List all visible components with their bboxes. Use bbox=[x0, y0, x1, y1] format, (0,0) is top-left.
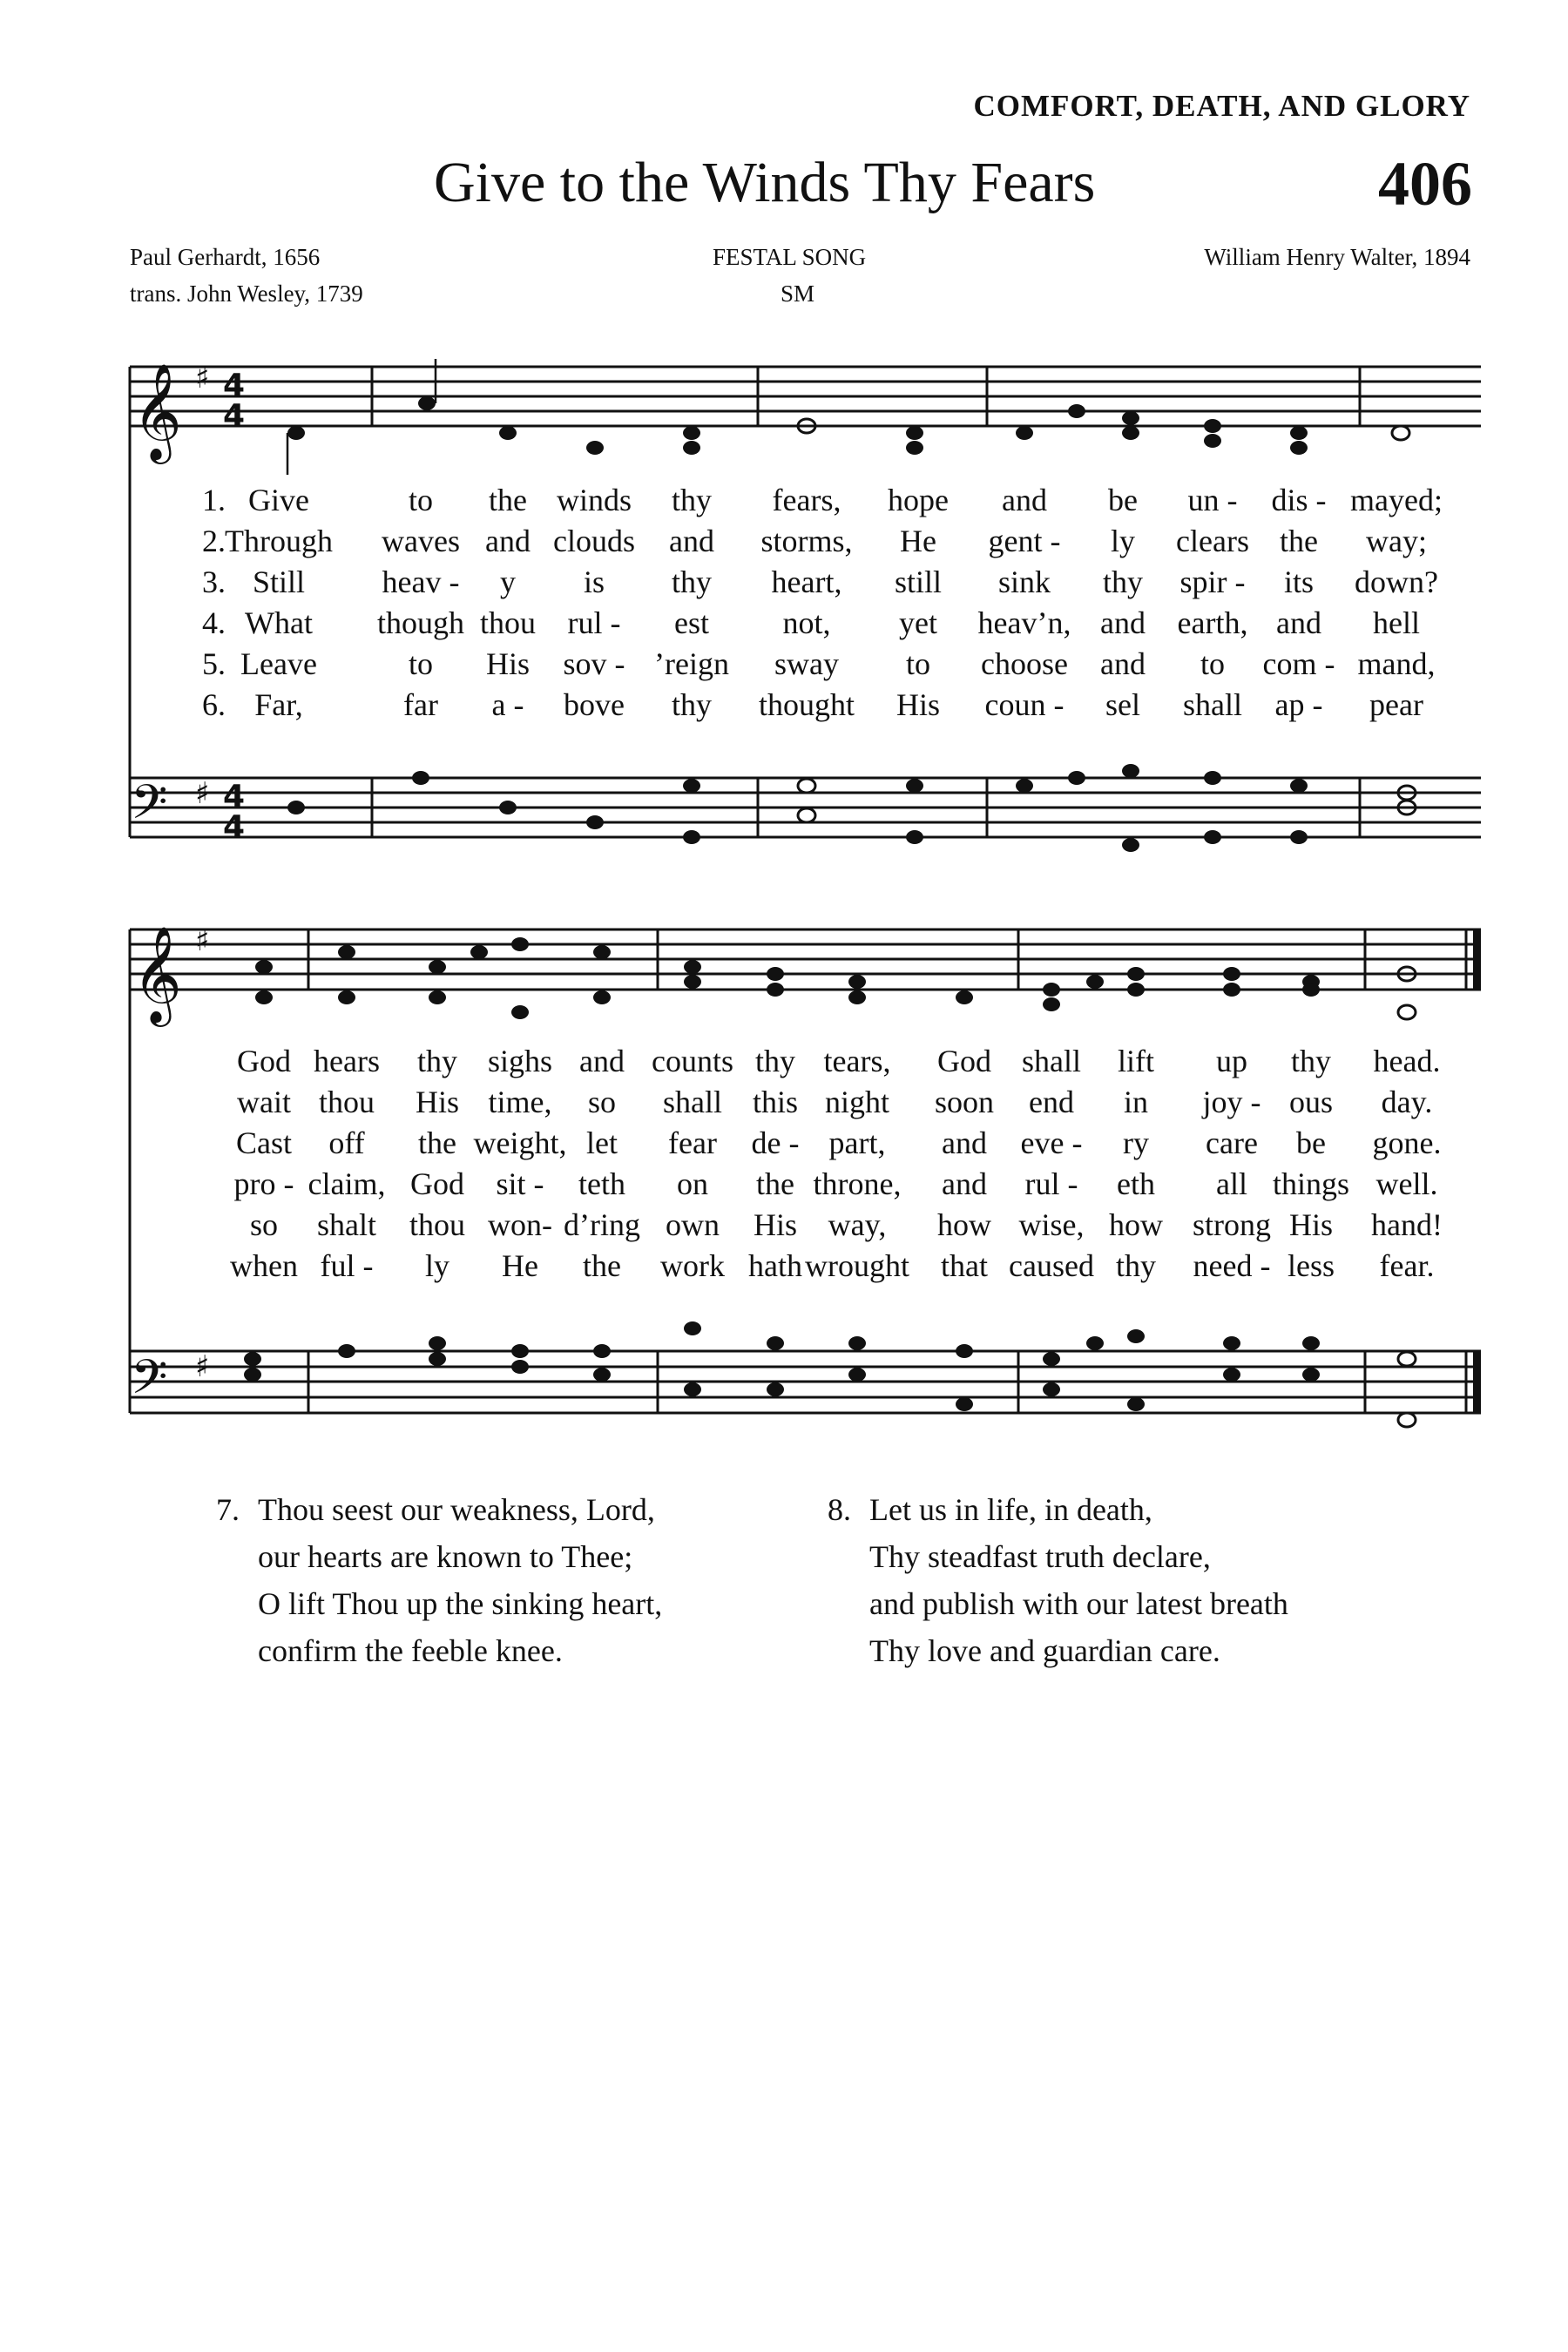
lyric-syllable: rul - bbox=[567, 605, 621, 640]
bass-staff-2 bbox=[130, 1351, 1481, 1413]
svg-text:♯: ♯ bbox=[195, 1349, 210, 1384]
lyric-syllable: less bbox=[1288, 1248, 1335, 1283]
lyric-syllable: wrought bbox=[805, 1248, 909, 1283]
time-sig-top: 4 bbox=[223, 368, 246, 403]
lyric-syllable: and bbox=[1100, 605, 1146, 640]
stanza-line: Thou seest our weakness, Lord, bbox=[258, 1492, 655, 1527]
lyric-syllable: though bbox=[376, 605, 465, 640]
lyric-syllable: teth bbox=[578, 1166, 625, 1201]
lyric-syllable: own bbox=[666, 1207, 720, 1242]
svg-text:𝄢: 𝄢 bbox=[131, 1349, 168, 1416]
lyric-syllable: hath bbox=[748, 1248, 802, 1283]
stanza-number: 8. bbox=[828, 1492, 851, 1527]
lyric-syllable: be bbox=[1296, 1125, 1326, 1160]
lyric-syllable: weight, bbox=[473, 1125, 567, 1160]
lyric-syllable: its bbox=[1283, 564, 1315, 599]
lyric-syllable: a - bbox=[491, 687, 524, 722]
lyric-syllable: sway bbox=[774, 646, 839, 681]
lyric-syllable: God bbox=[937, 1044, 991, 1078]
lyric-syllable: need - bbox=[1193, 1248, 1271, 1283]
stanza-line: O lift Thou up the sinking heart, bbox=[258, 1586, 663, 1621]
verse-number: 6. bbox=[202, 687, 226, 722]
lyric-syllable: hears bbox=[314, 1044, 380, 1078]
lyric-syllable: be bbox=[1108, 483, 1138, 517]
lyric-syllable: Cast bbox=[235, 1125, 293, 1160]
lyric-syllable: fears, bbox=[772, 483, 841, 517]
lyric-syllable: joy - bbox=[1202, 1085, 1261, 1119]
lyric-syllable: Through bbox=[225, 524, 333, 558]
lyric-syllable: won- bbox=[488, 1207, 552, 1242]
lyric-syllable: com - bbox=[1262, 646, 1335, 681]
lyric-syllable: His bbox=[1288, 1207, 1334, 1242]
lyric-syllable: choose bbox=[981, 646, 1068, 681]
lyric-syllable: d’ring bbox=[564, 1207, 640, 1242]
treble-staff-1 bbox=[130, 367, 1481, 426]
lyric-syllable: up bbox=[1216, 1044, 1247, 1078]
stanza-line: our hearts are known to Thee; bbox=[258, 1539, 633, 1574]
lyric-syllable: the bbox=[583, 1248, 621, 1283]
lyric-syllable: so bbox=[587, 1085, 617, 1119]
lyric-syllable: fear. bbox=[1379, 1248, 1435, 1283]
lyric-syllable: mand, bbox=[1357, 646, 1436, 681]
lyric-syllable: far bbox=[403, 687, 438, 722]
lyric-syllable: and bbox=[942, 1166, 987, 1201]
lyric-syllable: eth bbox=[1117, 1166, 1155, 1201]
lyric-syllable: fear bbox=[668, 1125, 717, 1160]
svg-text:♯: ♯ bbox=[195, 776, 210, 811]
lyric-syllable: Still bbox=[252, 564, 306, 599]
lyric-syllable: thy bbox=[671, 564, 713, 599]
lyric-syllable: shall bbox=[1183, 687, 1242, 722]
lyric-syllable: thy bbox=[1290, 1044, 1332, 1078]
lyric-syllable: dis - bbox=[1271, 483, 1327, 517]
lyric-syllable: est bbox=[674, 605, 709, 640]
stanza-line: confirm the feeble knee. bbox=[258, 1633, 563, 1668]
lyric-syllable: bove bbox=[564, 687, 625, 722]
stanza-line: Thy love and guardian care. bbox=[869, 1633, 1220, 1668]
lyric-syllable: thou bbox=[409, 1207, 466, 1242]
lyric-syllable: Far, bbox=[254, 687, 303, 722]
lyric-syllable: way; bbox=[1366, 524, 1427, 558]
lyric-syllable: that bbox=[941, 1248, 988, 1283]
lyric-syllable: on bbox=[677, 1166, 708, 1201]
lyric-syllable: to bbox=[408, 646, 434, 681]
lyric-syllable: y bbox=[500, 564, 516, 599]
verse-number: 4. bbox=[202, 605, 226, 640]
lyric-syllable: spir - bbox=[1179, 564, 1246, 599]
lyric-syllable: ly bbox=[1110, 524, 1136, 558]
treble-clef-icon: 𝄞 bbox=[132, 362, 182, 460]
lyric-syllable: and bbox=[1002, 483, 1047, 517]
lyric-syllable: God bbox=[237, 1044, 291, 1078]
tune-name: FESTAL SONG bbox=[713, 244, 867, 270]
lyric-syllable: ly bbox=[424, 1248, 450, 1283]
lyric-syllable: off bbox=[328, 1125, 365, 1160]
lyric-syllable: ap - bbox=[1274, 687, 1323, 722]
lyric-syllable: and bbox=[1276, 605, 1321, 640]
lyric-syllable: not, bbox=[782, 605, 831, 640]
lyric-syllable: He bbox=[502, 1248, 538, 1283]
lyric-syllable: let bbox=[586, 1125, 618, 1160]
lyric-syllable: God bbox=[410, 1166, 464, 1201]
lyric-syllable: yet bbox=[899, 605, 937, 640]
lyric-syllable: He bbox=[900, 524, 936, 558]
lyric-syllable: care bbox=[1206, 1125, 1258, 1160]
lyric-syllable: mayed; bbox=[1350, 483, 1443, 517]
text-author: Paul Gerhardt, 1656 bbox=[130, 244, 321, 270]
lyric-syllable: end bbox=[1029, 1085, 1074, 1119]
lyric-syllable: to bbox=[1200, 646, 1226, 681]
lyric-syllable: day. bbox=[1381, 1085, 1433, 1119]
lyric-syllable: claim, bbox=[308, 1166, 386, 1201]
lyric-syllable: throne, bbox=[813, 1166, 902, 1201]
lyric-syllable: What bbox=[245, 605, 313, 640]
lyric-syllable: things bbox=[1272, 1166, 1350, 1201]
lyric-syllable: hand! bbox=[1371, 1207, 1443, 1242]
lyric-syllable: shall bbox=[663, 1085, 722, 1119]
lyric-syllable: and bbox=[485, 524, 531, 558]
lyric-syllable: Leave bbox=[240, 646, 317, 681]
lyric-syllable: thou bbox=[479, 605, 537, 640]
lyric-syllable: wise, bbox=[1018, 1207, 1085, 1242]
lyric-syllable: hope bbox=[888, 483, 949, 517]
final-barline-bass bbox=[1473, 1350, 1481, 1414]
lyric-syllable: hell bbox=[1373, 605, 1420, 640]
hymn-number: 406 bbox=[1378, 149, 1472, 219]
lyric-syllable: rul - bbox=[1024, 1166, 1078, 1201]
stanza-line: Let us in life, in death, bbox=[869, 1492, 1152, 1527]
lyric-syllable: thy bbox=[671, 483, 713, 517]
lyric-syllable: when bbox=[230, 1248, 298, 1283]
lyric-syllable: this bbox=[752, 1085, 799, 1119]
lyric-syllable: so bbox=[249, 1207, 279, 1242]
lyric-syllable: thou bbox=[318, 1085, 375, 1119]
lyric-syllable: lift bbox=[1118, 1044, 1154, 1078]
lyric-syllable: thy bbox=[671, 687, 713, 722]
stanza-line: and publish with our latest breath bbox=[869, 1586, 1288, 1621]
lyric-syllable: time, bbox=[488, 1085, 552, 1119]
svg-text:𝄞: 𝄞 bbox=[132, 925, 182, 1023]
lyric-syllable: thy bbox=[754, 1044, 796, 1078]
lyric-syllable: His bbox=[415, 1085, 460, 1119]
lyric-syllable: the bbox=[418, 1125, 456, 1160]
verse-number: 2. bbox=[202, 524, 226, 558]
lyric-syllable: down? bbox=[1355, 564, 1438, 599]
time-sig-bottom: 4 bbox=[223, 398, 246, 434]
lyric-syllable: winds bbox=[556, 483, 632, 517]
lyric-syllable: waves bbox=[382, 524, 460, 558]
lyric-syllable: soon bbox=[934, 1085, 995, 1119]
lyric-syllable: the bbox=[1280, 524, 1318, 558]
lyric-syllable: gent - bbox=[988, 524, 1061, 558]
lyric-syllable: Give bbox=[248, 483, 309, 517]
lyric-syllable: His bbox=[753, 1207, 798, 1242]
composer: William Henry Walter, 1894 bbox=[1204, 244, 1470, 270]
lyric-syllable: and bbox=[1100, 646, 1146, 681]
lyric-syllable: night bbox=[824, 1085, 890, 1119]
translator: trans. John Wesley, 1739 bbox=[130, 280, 363, 307]
lyric-syllable: heart, bbox=[771, 564, 842, 599]
lyric-syllable: heav - bbox=[382, 564, 460, 599]
treble-staff-2 bbox=[130, 929, 1481, 990]
bass-clef-icon: 𝄢 bbox=[131, 774, 168, 841]
lyric-syllable: storms, bbox=[760, 524, 853, 558]
lyric-syllable: still bbox=[894, 564, 943, 599]
lyric-syllable: all bbox=[1216, 1166, 1247, 1201]
lyric-syllable: thy bbox=[416, 1044, 458, 1078]
meter: SM bbox=[781, 280, 815, 307]
lyric-syllable: clears bbox=[1176, 524, 1249, 558]
lyric-syllable: strong bbox=[1193, 1207, 1271, 1242]
hymn-title: Give to the Winds Thy Fears bbox=[434, 151, 1096, 214]
svg-text:4: 4 bbox=[223, 779, 246, 814]
lyric-syllable: sov - bbox=[563, 646, 625, 681]
lyric-syllable: sink bbox=[997, 564, 1051, 599]
lyric-syllable: de - bbox=[751, 1125, 800, 1160]
lyric-syllable: wait bbox=[237, 1085, 291, 1119]
lyric-syllable: ful - bbox=[320, 1248, 374, 1283]
lyric-syllable: clouds bbox=[553, 524, 635, 558]
lyric-syllable: ’reign bbox=[654, 646, 729, 681]
verse-number: 3. bbox=[202, 564, 226, 599]
section-heading: COMFORT, DEATH, AND GLORY bbox=[973, 89, 1470, 123]
lyric-syllable: thought bbox=[758, 687, 855, 722]
lyric-syllable: sit - bbox=[496, 1166, 544, 1201]
lyric-syllable: way, bbox=[828, 1207, 887, 1242]
verse-number: 1. bbox=[202, 483, 226, 517]
lyric-syllable: and bbox=[669, 524, 714, 558]
lyric-syllable: head. bbox=[1373, 1044, 1441, 1078]
lyric-syllable: shall bbox=[1022, 1044, 1081, 1078]
lyric-syllable: in bbox=[1123, 1085, 1149, 1119]
lyric-syllable: thy bbox=[1102, 564, 1144, 599]
lyric-syllable: coun - bbox=[984, 687, 1064, 722]
lyric-syllable: to bbox=[905, 646, 931, 681]
lyric-syllable: sighs bbox=[487, 1044, 553, 1078]
lyric-syllable: counts bbox=[652, 1044, 733, 1078]
sharp-icon: ♯ bbox=[195, 361, 210, 395]
lyric-syllable: how bbox=[1109, 1207, 1163, 1242]
lyric-syllable: and bbox=[942, 1125, 987, 1160]
lyric-syllable: un - bbox=[1187, 483, 1238, 517]
lyric-syllable: how bbox=[937, 1207, 991, 1242]
lyric-syllable: caused bbox=[1009, 1248, 1094, 1283]
lyric-syllable: ous bbox=[1288, 1085, 1334, 1119]
verse-number: 5. bbox=[202, 646, 226, 681]
final-barline-treble bbox=[1473, 929, 1481, 990]
lyric-syllable: the bbox=[489, 483, 527, 517]
lyric-syllable: to bbox=[408, 483, 434, 517]
lyric-syllable: sel bbox=[1105, 687, 1140, 722]
stanza-number: 7. bbox=[216, 1492, 240, 1527]
lyric-syllable: His bbox=[896, 687, 941, 722]
lyric-syllable: well. bbox=[1375, 1166, 1438, 1201]
lyric-syllable: eve - bbox=[1020, 1125, 1083, 1160]
lyric-syllable: thy bbox=[1115, 1248, 1157, 1283]
svg-text:4: 4 bbox=[223, 809, 246, 845]
lyric-syllable: and bbox=[579, 1044, 625, 1078]
lyric-syllable: gone. bbox=[1372, 1125, 1442, 1160]
svg-text:♯: ♯ bbox=[195, 923, 210, 958]
lyric-syllable: pear bbox=[1369, 687, 1423, 722]
lyric-syllable: pro - bbox=[233, 1166, 294, 1201]
lyric-syllable: part, bbox=[828, 1125, 886, 1160]
lyric-syllable: shalt bbox=[317, 1207, 376, 1242]
lyric-syllable: His bbox=[485, 646, 531, 681]
lyric-syllable: ry bbox=[1123, 1125, 1149, 1160]
lyric-syllable: work bbox=[660, 1248, 725, 1283]
lyric-syllable: earth, bbox=[1177, 605, 1248, 640]
lyric-syllable: tears, bbox=[823, 1044, 891, 1078]
lyric-syllable: is bbox=[583, 564, 605, 599]
lyric-syllable: heav’n, bbox=[977, 605, 1071, 640]
stanza-line: Thy steadfast truth declare, bbox=[869, 1539, 1211, 1574]
lyric-syllable: the bbox=[756, 1166, 794, 1201]
